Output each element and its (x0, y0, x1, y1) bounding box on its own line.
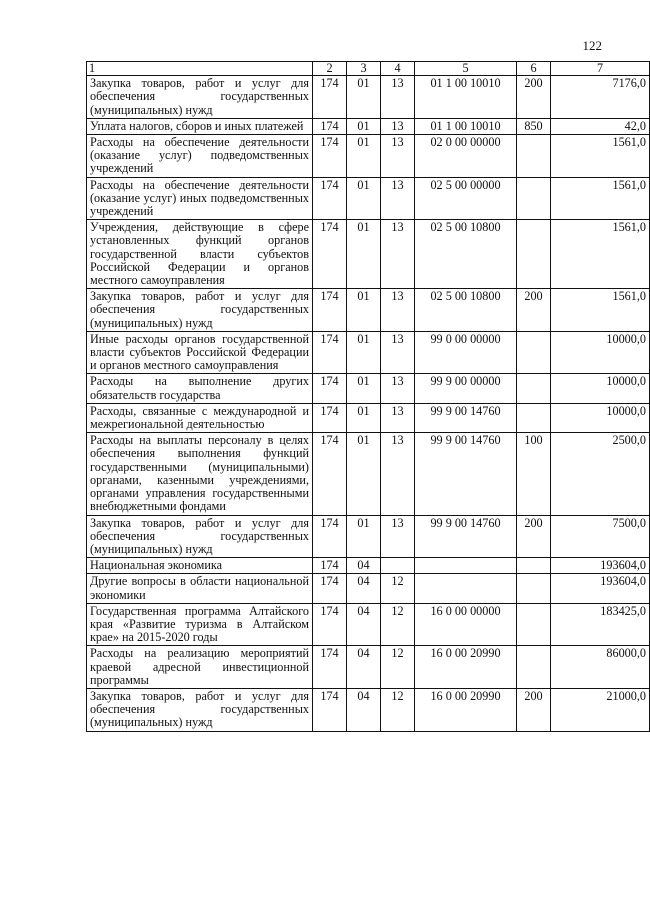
cell-section: 01 (347, 331, 381, 374)
cell-section: 01 (347, 135, 381, 178)
table-row (87, 220, 650, 289)
cell-description: Закупка товаров, работ и услуг для обеспечения государственных (муниципальных) нужд (87, 688, 313, 731)
cell-expense-type: 200 (517, 289, 551, 332)
table-row (87, 331, 650, 374)
cell-expense-type (517, 558, 551, 574)
header-col-2: 2 (313, 62, 347, 76)
cell-amount: 10000,0 (551, 403, 650, 432)
cell-expense-type (517, 135, 551, 178)
budget-table (86, 61, 650, 732)
cell-description: Расходы на обеспечение деятельности (оказание услуг) иных подведомственных учреждений (87, 177, 313, 220)
cell-subsection: 13 (381, 76, 415, 119)
cell-amount: 1561,0 (551, 177, 650, 220)
cell-section: 01 (347, 220, 381, 289)
cell-amount: 2500,0 (551, 433, 650, 515)
cell-amount: 10000,0 (551, 374, 650, 403)
cell-target-article: 16 0 00 00000 (415, 603, 517, 646)
cell-section: 01 (347, 118, 381, 134)
cell-amount: 183425,0 (551, 603, 650, 646)
cell-section: 01 (347, 76, 381, 119)
cell-expense-type: 200 (517, 515, 551, 558)
cell-expense-type: 200 (517, 688, 551, 731)
cell-target-article: 99 0 00 00000 (415, 331, 517, 374)
cell-ministry-code: 174 (313, 646, 347, 689)
table-body (87, 76, 650, 731)
cell-ministry-code: 174 (313, 374, 347, 403)
cell-subsection: 13 (381, 403, 415, 432)
header-col-3: 3 (347, 62, 381, 76)
cell-subsection: 12 (381, 688, 415, 731)
cell-description: Расходы на выплаты персоналу в целях обеспечения выполнения функций государственными (муниципальными) органами, казенными учреждениями, органами управления государственными внебюджетными фондами (87, 433, 313, 515)
cell-ministry-code: 174 (313, 688, 347, 731)
cell-target-article: 02 5 00 10800 (415, 220, 517, 289)
cell-section: 04 (347, 603, 381, 646)
table-row (87, 118, 650, 134)
cell-expense-type (517, 646, 551, 689)
table-row (87, 558, 650, 574)
cell-ministry-code: 174 (313, 603, 347, 646)
cell-section: 04 (347, 574, 381, 603)
table-row (87, 433, 650, 515)
cell-target-article: 16 0 00 20990 (415, 646, 517, 689)
cell-description: Учреждения, действующие в сфере установленных функций органов государственной власти субъектов Российской Федерации и органов местного самоуправления (87, 220, 313, 289)
cell-section: 01 (347, 289, 381, 332)
cell-ministry-code: 174 (313, 135, 347, 178)
cell-expense-type: 100 (517, 433, 551, 515)
cell-target-article: 99 9 00 14760 (415, 403, 517, 432)
cell-amount: 193604,0 (551, 558, 650, 574)
cell-ministry-code: 174 (313, 574, 347, 603)
cell-target-article: 02 0 00 00000 (415, 135, 517, 178)
cell-subsection (381, 558, 415, 574)
cell-description: Другие вопросы в области национальной экономики (87, 574, 313, 603)
table-row (87, 289, 650, 332)
cell-description: Закупка товаров, работ и услуг для обеспечения государственных (муниципальных) нужд (87, 515, 313, 558)
cell-ministry-code: 174 (313, 515, 347, 558)
cell-target-article: 01 1 00 10010 (415, 76, 517, 119)
cell-subsection: 12 (381, 603, 415, 646)
cell-description: Государственная программа Алтайского края «Развитие туризма в Алтайском крае» на 2015-2020 годы (87, 603, 313, 646)
cell-ministry-code: 174 (313, 177, 347, 220)
cell-subsection: 13 (381, 177, 415, 220)
cell-description: Уплата налогов, сборов и иных платежей (87, 118, 313, 134)
cell-subsection: 13 (381, 135, 415, 178)
page-number: 122 (582, 38, 602, 53)
cell-expense-type: 850 (517, 118, 551, 134)
cell-target-article: 99 9 00 14760 (415, 515, 517, 558)
cell-expense-type (517, 220, 551, 289)
cell-ministry-code: 174 (313, 558, 347, 574)
cell-section: 01 (347, 403, 381, 432)
table-row (87, 515, 650, 558)
cell-expense-type (517, 574, 551, 603)
cell-expense-type (517, 177, 551, 220)
cell-subsection: 13 (381, 220, 415, 289)
cell-expense-type (517, 374, 551, 403)
cell-subsection: 12 (381, 646, 415, 689)
cell-target-article: 01 1 00 10010 (415, 118, 517, 134)
cell-subsection: 13 (381, 118, 415, 134)
table-row (87, 374, 650, 403)
cell-description: Национальная экономика (87, 558, 313, 574)
header-col-7: 7 (551, 62, 650, 76)
table-row (87, 135, 650, 178)
cell-subsection: 13 (381, 289, 415, 332)
cell-target-article: 99 9 00 00000 (415, 374, 517, 403)
cell-section: 01 (347, 433, 381, 515)
cell-amount: 1561,0 (551, 289, 650, 332)
table-row (87, 646, 650, 689)
cell-ministry-code: 174 (313, 76, 347, 119)
cell-target-article: 02 5 00 00000 (415, 177, 517, 220)
cell-ministry-code: 174 (313, 220, 347, 289)
cell-target-article: 02 5 00 10800 (415, 289, 517, 332)
cell-section: 04 (347, 646, 381, 689)
cell-expense-type (517, 331, 551, 374)
table-row (87, 574, 650, 603)
cell-amount: 7500,0 (551, 515, 650, 558)
cell-subsection: 13 (381, 433, 415, 515)
cell-amount: 21000,0 (551, 688, 650, 731)
cell-target-article: 16 0 00 20990 (415, 688, 517, 731)
header-col-6: 6 (517, 62, 551, 76)
table-header-row (87, 62, 650, 76)
header-col-1: 1 (87, 62, 313, 76)
cell-expense-type (517, 403, 551, 432)
cell-description: Закупка товаров, работ и услуг для обеспечения государственных (муниципальных) нужд (87, 76, 313, 119)
cell-section: 01 (347, 177, 381, 220)
cell-section: 01 (347, 515, 381, 558)
table-row (87, 603, 650, 646)
cell-description: Иные расходы органов государственной власти субъектов Российской Федерации и органов местного самоуправления (87, 331, 313, 374)
cell-amount: 1561,0 (551, 135, 650, 178)
header-col-4: 4 (381, 62, 415, 76)
cell-ministry-code: 174 (313, 289, 347, 332)
cell-description: Закупка товаров, работ и услуг для обеспечения государственных (муниципальных) нужд (87, 289, 313, 332)
cell-amount: 42,0 (551, 118, 650, 134)
table-row (87, 177, 650, 220)
cell-subsection: 13 (381, 331, 415, 374)
table-row (87, 76, 650, 119)
cell-description: Расходы на обеспечение деятельности (оказание услуг) подведомственных учреждений (87, 135, 313, 178)
cell-ministry-code: 174 (313, 403, 347, 432)
cell-subsection: 12 (381, 574, 415, 603)
cell-target-article: 99 9 00 14760 (415, 433, 517, 515)
cell-expense-type: 200 (517, 76, 551, 119)
table-row (87, 403, 650, 432)
cell-ministry-code: 174 (313, 118, 347, 134)
cell-subsection: 13 (381, 515, 415, 558)
cell-description: Расходы на реализацию мероприятий краевой адресной инвестиционной программы (87, 646, 313, 689)
cell-amount: 1561,0 (551, 220, 650, 289)
cell-amount: 10000,0 (551, 331, 650, 374)
cell-section: 04 (347, 558, 381, 574)
cell-expense-type (517, 603, 551, 646)
cell-subsection: 13 (381, 374, 415, 403)
cell-section: 01 (347, 374, 381, 403)
cell-description: Расходы, связанные с международной и межрегиональной деятельностью (87, 403, 313, 432)
cell-amount: 86000,0 (551, 646, 650, 689)
table-row (87, 688, 650, 731)
cell-target-article (415, 558, 517, 574)
cell-section: 04 (347, 688, 381, 731)
cell-amount: 193604,0 (551, 574, 650, 603)
cell-description: Расходы на выполнение других обязательств государства (87, 374, 313, 403)
cell-ministry-code: 174 (313, 331, 347, 374)
cell-amount: 7176,0 (551, 76, 650, 119)
cell-ministry-code: 174 (313, 433, 347, 515)
cell-target-article (415, 574, 517, 603)
header-col-5: 5 (415, 62, 517, 76)
